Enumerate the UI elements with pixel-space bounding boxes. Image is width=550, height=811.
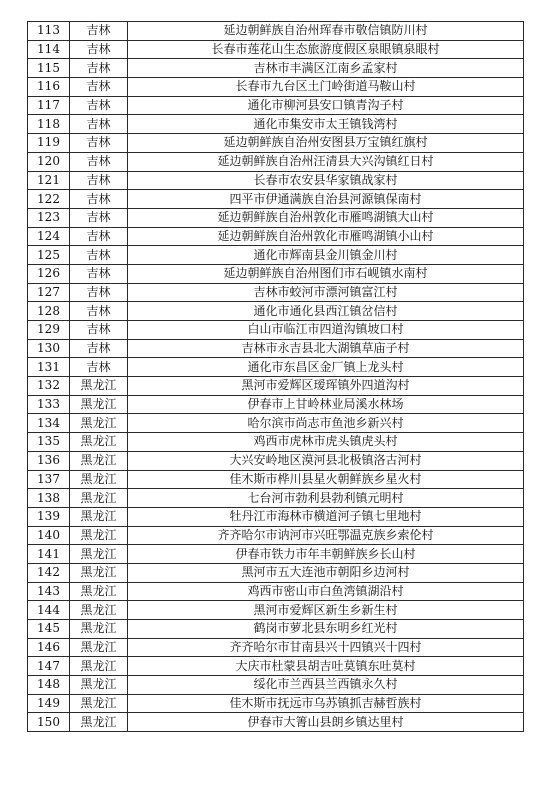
village-name-cell: 延边朝鲜族自治州敦化市雁鸣湖镇大山村: [128, 208, 524, 227]
table-row: [28, 339, 524, 358]
village-name-cell: 牡丹江市海林市横道河子镇七里地村: [128, 507, 524, 526]
province-cell: 黑龙江: [70, 601, 128, 620]
table-row: [28, 152, 524, 171]
row-number-cell: 144: [28, 601, 70, 620]
province-cell: 吉林: [70, 96, 128, 115]
village-name-cell: 黑河市爱辉区瑷珲镇外四道沟村: [128, 377, 524, 396]
village-name-cell: 齐齐哈尔市甘南县兴十四镇兴十四村: [128, 638, 524, 657]
village-name-cell: 绥化市兰西县兰西镇永久村: [128, 676, 524, 695]
row-number-cell: 133: [28, 395, 70, 414]
row-number-cell: 142: [28, 563, 70, 582]
province-cell: 黑龙江: [70, 545, 128, 564]
province-cell: 黑龙江: [70, 451, 128, 470]
row-number-cell: 130: [28, 339, 70, 358]
province-cell: 吉林: [70, 40, 128, 59]
village-name-cell: 伊春市大箐山县朗乡镇达里村: [128, 713, 524, 732]
row-number-cell: 139: [28, 507, 70, 526]
row-number-cell: 119: [28, 134, 70, 153]
table-row: [28, 40, 524, 59]
village-name-cell: 通化市东昌区金厂镇上龙头村: [128, 358, 524, 377]
province-cell: 黑龙江: [70, 526, 128, 545]
province-cell: 黑龙江: [70, 582, 128, 601]
table-row: [28, 134, 524, 153]
table-row: [28, 321, 524, 340]
table-row: [28, 377, 524, 396]
province-cell: 吉林: [70, 152, 128, 171]
village-name-cell: 吉林市蛟河市漂河镇富江村: [128, 283, 524, 302]
table-row: [28, 358, 524, 377]
province-cell: 黑龙江: [70, 657, 128, 676]
village-name-cell: 大庆市杜蒙县胡吉吐莫镇东吐莫村: [128, 657, 524, 676]
table-row: [28, 283, 524, 302]
row-number-cell: 114: [28, 40, 70, 59]
village-name-cell: 长春市莲花山生态旅游度假区泉眼镇泉眼村: [128, 40, 524, 59]
province-cell: 黑龙江: [70, 377, 128, 396]
table-row: [28, 620, 524, 639]
province-cell: 黑龙江: [70, 489, 128, 508]
row-number-cell: 124: [28, 227, 70, 246]
province-cell: 黑龙江: [70, 620, 128, 639]
table-row: [28, 227, 524, 246]
province-cell: 黑龙江: [70, 676, 128, 695]
village-name-cell: 鸡西市虎林市虎头镇虎头村: [128, 433, 524, 452]
table-row: [28, 414, 524, 433]
row-number-cell: 127: [28, 283, 70, 302]
village-name-cell: 长春市九台区土门岭街道马鞍山村: [128, 78, 524, 97]
table-row: [28, 451, 524, 470]
row-number-cell: 136: [28, 451, 70, 470]
province-cell: 吉林: [70, 227, 128, 246]
table-row: [28, 657, 524, 676]
village-name-cell: 四平市伊通满族自治县河源镇保南村: [128, 190, 524, 209]
village-name-cell: 延边朝鲜族自治州汪清县大兴沟镇红日村: [128, 152, 524, 171]
village-name-cell: 伊春市铁力市年丰朝鲜族乡长山村: [128, 545, 524, 564]
table-row: [28, 582, 524, 601]
province-cell: 吉林: [70, 283, 128, 302]
province-cell: 黑龙江: [70, 713, 128, 732]
province-cell: 吉林: [70, 190, 128, 209]
table-row: [28, 264, 524, 283]
row-number-cell: 143: [28, 582, 70, 601]
province-cell: 黑龙江: [70, 507, 128, 526]
village-name-cell: 齐齐哈尔市讷河市兴旺鄂温克族乡索伦村: [128, 526, 524, 545]
village-table-body: [28, 22, 524, 732]
table-row: [28, 526, 524, 545]
row-number-cell: 146: [28, 638, 70, 657]
village-name-cell: 鹤岗市萝北县东明乡红光村: [128, 620, 524, 639]
province-cell: 吉林: [70, 321, 128, 340]
row-number-cell: 147: [28, 657, 70, 676]
province-cell: 吉林: [70, 115, 128, 134]
table-row: [28, 78, 524, 97]
row-number-cell: 141: [28, 545, 70, 564]
village-name-cell: 延边朝鲜族自治州图们市石岘镇水南村: [128, 264, 524, 283]
village-name-cell: 哈尔滨市尚志市鱼池乡新兴村: [128, 414, 524, 433]
province-cell: 黑龙江: [70, 395, 128, 414]
village-name-cell: 黑河市爱辉区新生乡新生村: [128, 601, 524, 620]
village-name-cell: 延边朝鲜族自治州敦化市雁鸣湖镇小山村: [128, 227, 524, 246]
village-name-cell: 通化市柳河县安口镇青沟子村: [128, 96, 524, 115]
row-number-cell: 122: [28, 190, 70, 209]
row-number-cell: 125: [28, 246, 70, 265]
village-name-cell: 黑河市五大连池市朝阳乡边河村: [128, 563, 524, 582]
row-number-cell: 138: [28, 489, 70, 508]
village-name-cell: 通化市辉南县金川镇金川村: [128, 246, 524, 265]
table-row: [28, 22, 524, 41]
table-row: [28, 190, 524, 209]
row-number-cell: 148: [28, 676, 70, 695]
village-name-cell: 佳木斯市桦川县星火朝鲜族乡星火村: [128, 470, 524, 489]
row-number-cell: 120: [28, 152, 70, 171]
row-number-cell: 129: [28, 321, 70, 340]
province-cell: 吉林: [70, 171, 128, 190]
province-cell: 黑龙江: [70, 563, 128, 582]
table-row: [28, 489, 524, 508]
province-cell: 吉林: [70, 264, 128, 283]
row-number-cell: 150: [28, 713, 70, 732]
village-name-cell: 白山市临江市四道沟镇坡口村: [128, 321, 524, 340]
row-number-cell: 126: [28, 264, 70, 283]
table-row: [28, 545, 524, 564]
table-row: [28, 246, 524, 265]
village-table: [27, 21, 524, 732]
village-name-cell: 延边朝鲜族自治州珲春市敬信镇防川村: [128, 22, 524, 41]
province-cell: 吉林: [70, 246, 128, 265]
table-row: [28, 676, 524, 695]
province-cell: 吉林: [70, 59, 128, 78]
table-row: [28, 601, 524, 620]
row-number-cell: 121: [28, 171, 70, 190]
table-row: [28, 638, 524, 657]
table-row: [28, 115, 524, 134]
province-cell: 黑龙江: [70, 638, 128, 657]
table-row: [28, 171, 524, 190]
village-name-cell: 延边朝鲜族自治州安图县万宝镇红旗村: [128, 134, 524, 153]
row-number-cell: 132: [28, 377, 70, 396]
village-name-cell: 吉林市丰满区江南乡孟家村: [128, 59, 524, 78]
province-cell: 黑龙江: [70, 414, 128, 433]
province-cell: 黑龙江: [70, 694, 128, 713]
village-name-cell: 佳木斯市抚远市乌苏镇抓吉赫哲族村: [128, 694, 524, 713]
village-name-cell: 七台河市勃利县勃利镇元明村: [128, 489, 524, 508]
table-row: [28, 59, 524, 78]
table-row: [28, 694, 524, 713]
table-row: [28, 713, 524, 732]
province-cell: 吉林: [70, 339, 128, 358]
row-number-cell: 135: [28, 433, 70, 452]
row-number-cell: 134: [28, 414, 70, 433]
row-number-cell: 113: [28, 22, 70, 41]
province-cell: 吉林: [70, 358, 128, 377]
row-number-cell: 115: [28, 59, 70, 78]
row-number-cell: 145: [28, 620, 70, 639]
table-row: [28, 433, 524, 452]
table-row: [28, 470, 524, 489]
row-number-cell: 149: [28, 694, 70, 713]
village-name-cell: 通化市集安市太王镇钱湾村: [128, 115, 524, 134]
table-row: [28, 563, 524, 582]
village-name-cell: 伊春市上甘岭林业局溪水林场: [128, 395, 524, 414]
row-number-cell: 123: [28, 208, 70, 227]
province-cell: 吉林: [70, 302, 128, 321]
province-cell: 黑龙江: [70, 470, 128, 489]
province-cell: 黑龙江: [70, 433, 128, 452]
row-number-cell: 116: [28, 78, 70, 97]
table-row: [28, 395, 524, 414]
province-cell: 吉林: [70, 208, 128, 227]
row-number-cell: 117: [28, 96, 70, 115]
table-row: [28, 96, 524, 115]
village-name-cell: 大兴安岭地区漠河县北极镇洛古河村: [128, 451, 524, 470]
row-number-cell: 137: [28, 470, 70, 489]
province-cell: 吉林: [70, 134, 128, 153]
province-cell: 吉林: [70, 22, 128, 41]
village-name-cell: 鸡西市密山市白鱼湾镇湖沿村: [128, 582, 524, 601]
table-row: [28, 208, 524, 227]
village-name-cell: 通化市通化县西江镇岔信村: [128, 302, 524, 321]
row-number-cell: 131: [28, 358, 70, 377]
row-number-cell: 128: [28, 302, 70, 321]
table-row: [28, 507, 524, 526]
row-number-cell: 140: [28, 526, 70, 545]
village-list-sheet: [27, 21, 523, 732]
table-row: [28, 302, 524, 321]
village-name-cell: 长春市农安县华家镇战家村: [128, 171, 524, 190]
village-name-cell: 吉林市永吉县北大湖镇草庙子村: [128, 339, 524, 358]
row-number-cell: 118: [28, 115, 70, 134]
province-cell: 吉林: [70, 78, 128, 97]
